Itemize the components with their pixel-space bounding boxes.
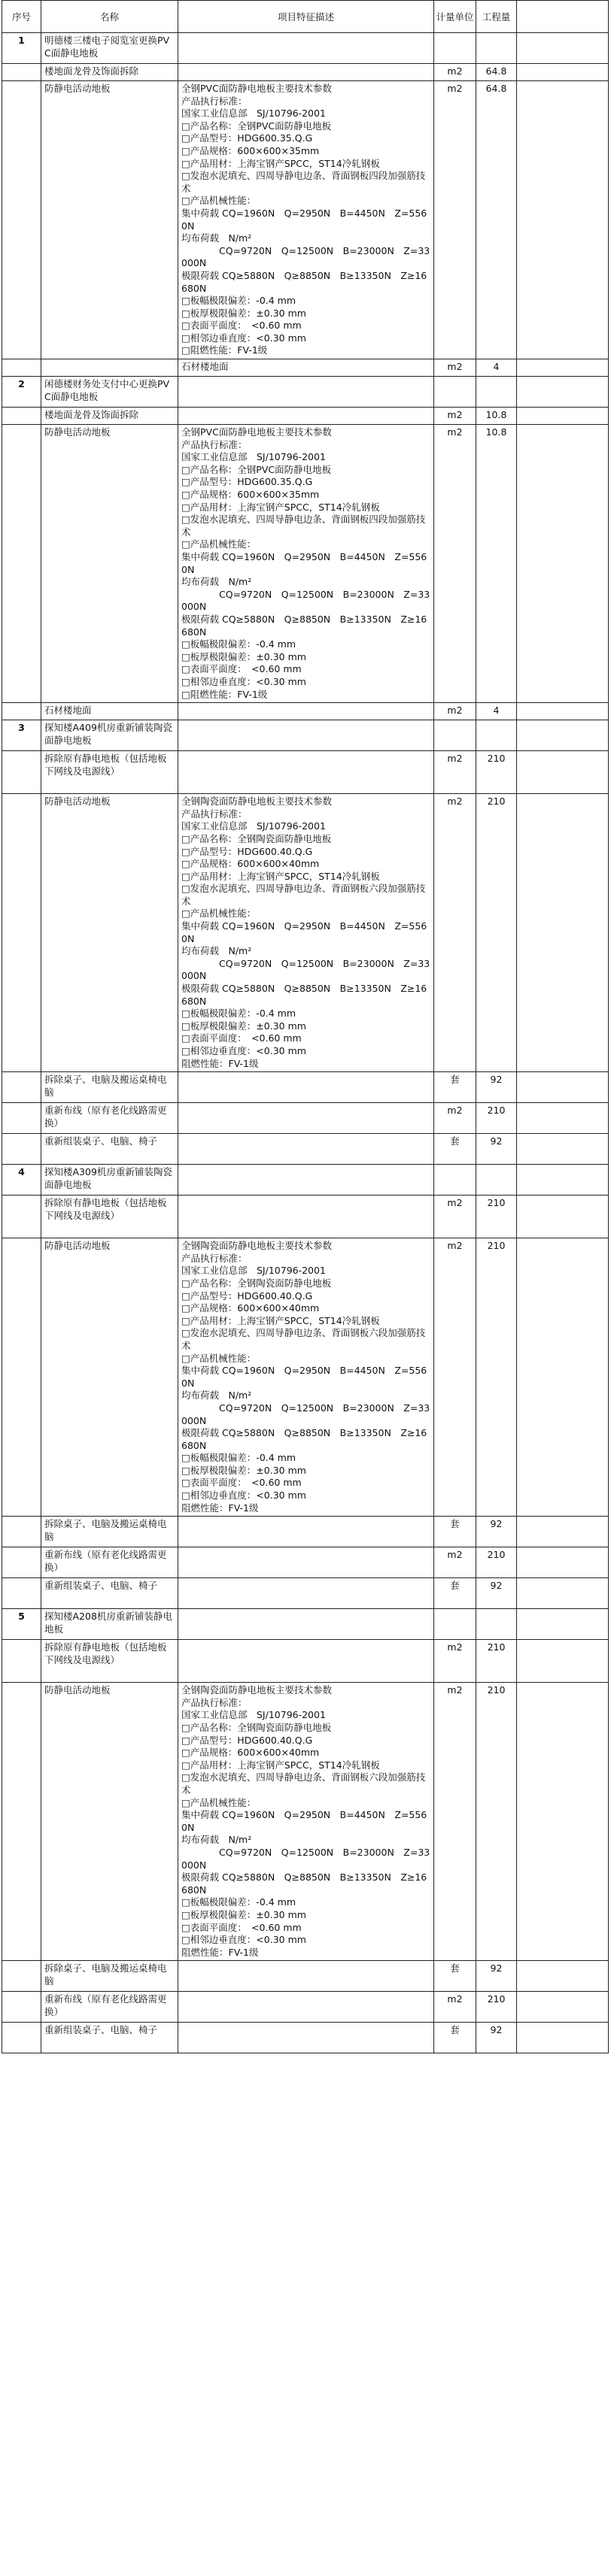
item-quantity: 210 xyxy=(476,1238,517,1517)
section-title: 闲德楼财务处支付中心更换PVC面静电地板 xyxy=(41,377,178,408)
item-description xyxy=(178,2023,434,2053)
section-row xyxy=(2,1609,609,1640)
item-description: 全钢陶瓷面防静电地板主要技术参数 产品执行标准： 国家工业信息部 SJ/10796-2001 □产品名称：全钢陶瓷面防静电地板 □产品型号：HDG600.40.Q.G □产品规格：600×600×40mm □产品用材：上海宝钢产SPCC，ST14冷轧钢板 □发泡水泥填充、四周导静电边条、背面钢板六段加强筋技术 □产品机械性能： 集中荷载 CQ=1960N Q=2950N B=4450N Z=5560N 均布荷载 N/m² CQ=9720N Q=12500N B=23000N Z=33000N 极限荷载 CQ≥5880N Q≥8850N B≥13350N Z≥16680N □板幅极限偏差：-0.4 mm □板厚极限偏差：±0.30 mm □表面平面度： <0.60 mm □相邻边垂直度：<0.30 mm 阻燃性能：FV-1级 xyxy=(178,1238,434,1517)
section-title: 探知楼A208机房重新铺装静电地板 xyxy=(41,1609,178,1640)
item-name: 拆除桌子、电脑及搬运桌椅电脑 xyxy=(41,1517,178,1547)
header-description: 项目特征描述 xyxy=(178,1,434,33)
section-row xyxy=(2,33,609,64)
item-name: 重新组装桌子、电脑、椅子 xyxy=(41,2023,178,2053)
item-name: 楼地面龙骨及饰面拆除 xyxy=(41,64,178,81)
table-row xyxy=(2,2023,609,2053)
item-name: 重新组装桌子、电脑、椅子 xyxy=(41,1578,178,1609)
header-unit: 计量单位 xyxy=(434,1,476,33)
item-name xyxy=(41,359,178,377)
item-quantity: 210 xyxy=(476,1196,517,1238)
item-unit: 套 xyxy=(434,1961,476,1992)
item-unit: 套 xyxy=(434,1578,476,1609)
item-quantity: 10.8 xyxy=(476,425,517,703)
item-unit: m2 xyxy=(434,425,476,703)
item-name: 重新布线（原有老化线路需更换） xyxy=(41,1992,178,2023)
table-row xyxy=(2,1547,609,1578)
item-name: 重新布线（原有老化线路需更换） xyxy=(41,1547,178,1578)
item-name: 防静电活动地板 xyxy=(41,1238,178,1517)
item-unit: m2 xyxy=(434,1683,476,1961)
item-unit: m2 xyxy=(434,1103,476,1134)
table-row xyxy=(2,425,609,703)
item-name: 楼地面龙骨及饰面拆除 xyxy=(41,408,178,425)
item-unit: m2 xyxy=(434,408,476,425)
item-description xyxy=(178,1640,434,1683)
item-description xyxy=(178,1961,434,1992)
item-quantity: 210 xyxy=(476,1992,517,2023)
item-description xyxy=(178,703,434,720)
item-quantity: 64.8 xyxy=(476,64,517,81)
table-row xyxy=(2,1961,609,1992)
item-quantity: 92 xyxy=(476,2023,517,2053)
item-description xyxy=(178,751,434,794)
table-row xyxy=(2,794,609,1072)
item-quantity: 210 xyxy=(476,751,517,794)
item-description xyxy=(178,1547,434,1578)
item-description xyxy=(178,1103,434,1134)
item-description: 石材楼地面 xyxy=(178,359,434,377)
item-quantity: 64.8 xyxy=(476,81,517,359)
item-quantity: 210 xyxy=(476,1683,517,1961)
table-row xyxy=(2,408,609,425)
item-name: 拆除桌子、电脑及搬运桌椅电脑 xyxy=(41,1961,178,1992)
table-row xyxy=(2,1238,609,1517)
item-name: 拆除原有静电地板（包括地板下网线及电源线） xyxy=(41,751,178,794)
item-quantity: 4 xyxy=(476,703,517,720)
item-name: 石材楼地面 xyxy=(41,703,178,720)
table-row xyxy=(2,64,609,81)
section-title: 探知楼A409机房重新铺装陶瓷面静电地板 xyxy=(41,720,178,751)
item-quantity: 92 xyxy=(476,1961,517,1992)
item-description xyxy=(178,1517,434,1547)
item-quantity: 210 xyxy=(476,794,517,1072)
table-header-row xyxy=(2,1,609,33)
item-quantity: 92 xyxy=(476,1134,517,1165)
item-unit: m2 xyxy=(434,703,476,720)
item-unit: 套 xyxy=(434,1072,476,1103)
item-unit: 套 xyxy=(434,1134,476,1165)
item-description xyxy=(178,1072,434,1103)
item-description: 全钢PVC面防静电地板主要技术参数 产品执行标准： 国家工业信息部 SJ/10796-2001 □产品名称：全钢PVC面防静电地板 □产品型号：HDG600.35.Q.G □产品规格：600×600×35mm □产品用材：上海宝钢产SPCC，ST14冷轧钢板 □发泡水泥填充、四周导静电边条、背面钢板四段加强筋技术 □产品机械性能： 集中荷载 CQ=1960N Q=2950N B=4450N Z=5560N 均布荷载 N/m² CQ=9720N Q=12500N B=23000N Z=33000N 极限荷载 CQ≥5880N Q≥8850N B≥13350N Z≥16680N □板幅极限偏差：-0.4 mm □板厚极限偏差：±0.30 mm □表面平面度： <0.60 mm □相邻边垂直度：<0.30 mm □阻燃性能：FV-1级 xyxy=(178,81,434,359)
section-seq: 1 xyxy=(2,33,41,64)
item-quantity: 10.8 xyxy=(476,408,517,425)
section-seq: 3 xyxy=(2,720,41,751)
section-seq: 2 xyxy=(2,377,41,408)
item-unit: m2 xyxy=(434,1547,476,1578)
header-seq: 序号 xyxy=(2,1,41,33)
item-name: 重新布线（原有老化线路需更换） xyxy=(41,1103,178,1134)
item-unit: 套 xyxy=(434,2023,476,2053)
item-unit: 套 xyxy=(434,1517,476,1547)
item-description: 全钢陶瓷面防静电地板主要技术参数 产品执行标准： 国家工业信息部 SJ/10796-2001 □产品名称：全钢陶瓷面防静电地板 □产品型号：HDG600.40.Q.G □产品规格：600×600×40mm □产品用材：上海宝钢产SPCC，ST14冷轧钢板 □发泡水泥填充、四周导静电边条、背面钢板六段加强筋技术 □产品机械性能： 集中荷载 CQ=1960N Q=2950N B=4450N Z=5560N 均布荷载 N/m² CQ=9720N Q=12500N B=23000N Z=33000N 极限荷载 CQ≥5880N Q≥8850N B≥13350N Z≥16680N □板幅极限偏差：-0.4 mm □板厚极限偏差：±0.30 mm □表面平面度： <0.60 mm □相邻边垂直度：<0.30 mm 阻燃性能：FV-1级 xyxy=(178,1683,434,1961)
item-name: 防静电活动地板 xyxy=(41,425,178,703)
item-unit: m2 xyxy=(434,1992,476,2023)
item-quantity: 210 xyxy=(476,1640,517,1683)
item-unit: m2 xyxy=(434,751,476,794)
item-name: 拆除原有静电地板（包括地板下网线及电源线） xyxy=(41,1640,178,1683)
item-description xyxy=(178,1196,434,1238)
table-row xyxy=(2,1640,609,1683)
item-unit: m2 xyxy=(434,64,476,81)
item-unit: m2 xyxy=(434,1238,476,1517)
item-description: 全钢陶瓷面防静电地板主要技术参数 产品执行标准： 国家工业信息部 SJ/10796-2001 □产品名称：全钢陶瓷面防静电地板 □产品型号：HDG600.40.Q.G □产品规格：600×600×40mm □产品用材：上海宝钢产SPCC，ST14冷轧钢板 □发泡水泥填充、四周导静电边条、背面钢板六段加强筋技术 □产品机械性能： 集中荷载 CQ=1960N Q=2950N B=4450N Z=5560N 均布荷载 N/m² CQ=9720N Q=12500N B=23000N Z=33000N 极限荷载 CQ≥5880N Q≥8850N B≥13350N Z≥16680N □板幅极限偏差：-0.4 mm □板厚极限偏差：±0.30 mm □表面平面度： <0.60 mm □相邻边垂直度：<0.30 mm 阻燃性能：FV-1级 xyxy=(178,794,434,1072)
section-title: 探知楼A309机房重新铺装陶瓷面静电地板 xyxy=(41,1165,178,1196)
section-seq: 5 xyxy=(2,1609,41,1640)
section-title: 明德楼三楼电子阅览室更换PVC面静电地板 xyxy=(41,33,178,64)
item-description xyxy=(178,408,434,425)
table-row xyxy=(2,1992,609,2023)
item-name: 拆除原有静电地板（包括地板下网线及电源线） xyxy=(41,1196,178,1238)
item-unit: m2 xyxy=(434,794,476,1072)
item-description xyxy=(178,1578,434,1609)
item-quantity: 4 xyxy=(476,359,517,377)
table-row xyxy=(2,1196,609,1238)
item-description xyxy=(178,1134,434,1165)
item-name: 重新组装桌子、电脑、椅子 xyxy=(41,1134,178,1165)
table-row xyxy=(2,1103,609,1134)
table-row xyxy=(2,751,609,794)
table-row xyxy=(2,1072,609,1103)
item-description xyxy=(178,1992,434,2023)
header-name: 名称 xyxy=(41,1,178,33)
item-description: 全钢PVC面防静电地板主要技术参数 产品执行标准： 国家工业信息部 SJ/10796-2001 □产品名称：全钢PVC面防静电地板 □产品型号：HDG600.35.Q.G □产品规格：600×600×35mm □产品用材：上海宝钢产SPCC，ST14冷轧钢板 □发泡水泥填充、四周导静电边条、背面钢板四段加强筋技术 □产品机械性能： 集中荷载 CQ=1960N Q=2950N B=4450N Z=5560N 均布荷载 N/m² CQ=9720N Q=12500N B=23000N Z=33000N 极限荷载 CQ≥5880N Q≥8850N B≥13350N Z≥16680N □板幅极限偏差：-0.4 mm □板厚极限偏差：±0.30 mm □表面平面度： <0.60 mm □相邻边垂直度：<0.30 mm □阻燃性能：FV-1级 xyxy=(178,425,434,703)
item-name: 拆除桌子、电脑及搬运桌椅电脑 xyxy=(41,1072,178,1103)
table-row xyxy=(2,1517,609,1547)
table-row xyxy=(2,1683,609,1961)
table-row xyxy=(2,1134,609,1165)
table-row xyxy=(2,1578,609,1609)
item-name: 防静电活动地板 xyxy=(41,794,178,1072)
item-unit: m2 xyxy=(434,1196,476,1238)
item-quantity: 92 xyxy=(476,1517,517,1547)
item-name: 防静电活动地板 xyxy=(41,1683,178,1961)
item-description xyxy=(178,64,434,81)
section-seq: 4 xyxy=(2,1165,41,1196)
item-unit: m2 xyxy=(434,359,476,377)
bill-of-quantities-table xyxy=(2,0,609,2053)
item-quantity: 210 xyxy=(476,1103,517,1134)
header-quantity: 工程量 xyxy=(476,1,517,33)
item-unit: m2 xyxy=(434,81,476,359)
table-row xyxy=(2,81,609,359)
item-quantity: 210 xyxy=(476,1547,517,1578)
item-quantity: 92 xyxy=(476,1072,517,1103)
header-extra xyxy=(517,1,609,33)
section-row xyxy=(2,720,609,751)
item-unit: m2 xyxy=(434,1640,476,1683)
section-row xyxy=(2,377,609,408)
item-name: 防静电活动地板 xyxy=(41,81,178,359)
table-row xyxy=(2,703,609,720)
item-quantity: 92 xyxy=(476,1578,517,1609)
table-row xyxy=(2,359,609,377)
section-row xyxy=(2,1165,609,1196)
